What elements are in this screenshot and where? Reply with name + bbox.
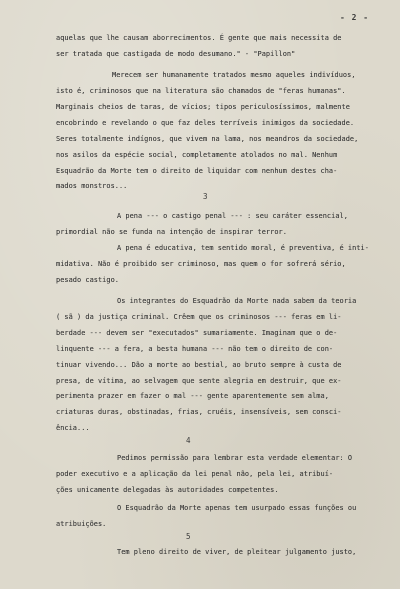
- section-number: 5: [186, 532, 191, 541]
- text-line: poder executivo e a aplicação da lei penal não, pela lei, atribuí-: [56, 470, 334, 478]
- text-line: O Esquadrão da Morte apenas tem usurpado essas funções ou: [117, 504, 357, 512]
- text-line: perimenta prazer em fazer o mal --- gente aparentemente sem alma,: [56, 392, 329, 400]
- text-line: linquente --- a fera, a besta humana --- não tem o direito de con-: [56, 345, 334, 353]
- text-line: Marginais cheios de taras, de vícios; tipos periculosíssimos, malmente: [56, 103, 350, 111]
- text-line: A pena --- o castigo penal --- : seu caráter essencial,: [117, 212, 348, 220]
- text-line: nos asilos da espécie social, completamente atolados no mal. Nenhum: [56, 151, 338, 159]
- text-line: tinuar vivendo... Dão a morte ao bestial, ao bruto sempre à custa de: [56, 361, 342, 369]
- text-line: Pedimos permissão para lembrar esta verdade elementar: O: [117, 454, 353, 462]
- text-line: ência...: [56, 424, 90, 432]
- text-line: Tem pleno direito de viver, de pleitear julgamento justo,: [117, 548, 357, 556]
- text-line: criaturas duras, obstinadas, frias, cruéis, insensíveis, sem consci-: [56, 408, 342, 416]
- text-line: mados monstros...: [56, 182, 128, 190]
- text-line: midativa. Não é proibido ser criminoso, mas quem o for sofrerá sério,: [56, 260, 346, 268]
- text-line: encobrindo e revelando o que faz deles terríveis inimigos da sociedade.: [56, 119, 355, 127]
- text-line: ções unicamente delegadas às autoridades competentes.: [56, 486, 279, 494]
- section-number: 3: [203, 192, 208, 201]
- text-line: Seres totalmente indígnos, que vivem na lama, nos meandros da sociedade,: [56, 135, 359, 143]
- text-line: pesado castigo.: [56, 276, 119, 284]
- text-line: Os integrantes do Esquadrão da Morte nada sabem da teoria: [117, 297, 357, 305]
- page-number: - 2 -: [340, 13, 370, 22]
- text-line: aquelas que lhe causam aborrecimentos. É gente que mais necessita de: [56, 34, 342, 42]
- text-line: atribuições.: [56, 520, 107, 528]
- section-number: 4: [186, 436, 191, 445]
- text-line: ser tratada que castigada de modo desumano." - "Papillon": [56, 50, 296, 58]
- text-line: primordial não se funda na intenção de inspirar terror.: [56, 228, 287, 236]
- text-line: berdade --- devem ser "executados" sumariamente. Imaginam que o de-: [56, 329, 338, 337]
- text-line: presa, de vítima, ao selvagem que sente alegria em destruir, que ex-: [56, 377, 342, 385]
- text-line: isto é, criminosos que na literatura são chamados de "feras humanas".: [56, 87, 346, 95]
- text-line: Esquadrão da Morte tem o direito de liquidar com nenhum destes cha-: [56, 167, 338, 175]
- text-line: Merecem ser humanamente tratados mesmo aqueles indivíduos,: [112, 71, 356, 79]
- text-line: A pena é educativa, tem sentido moral, é preventiva, é inti-: [117, 244, 369, 252]
- text-line: ( sã ) da justiça criminal. Crêem que os criminosos --- feras em li-: [56, 313, 342, 321]
